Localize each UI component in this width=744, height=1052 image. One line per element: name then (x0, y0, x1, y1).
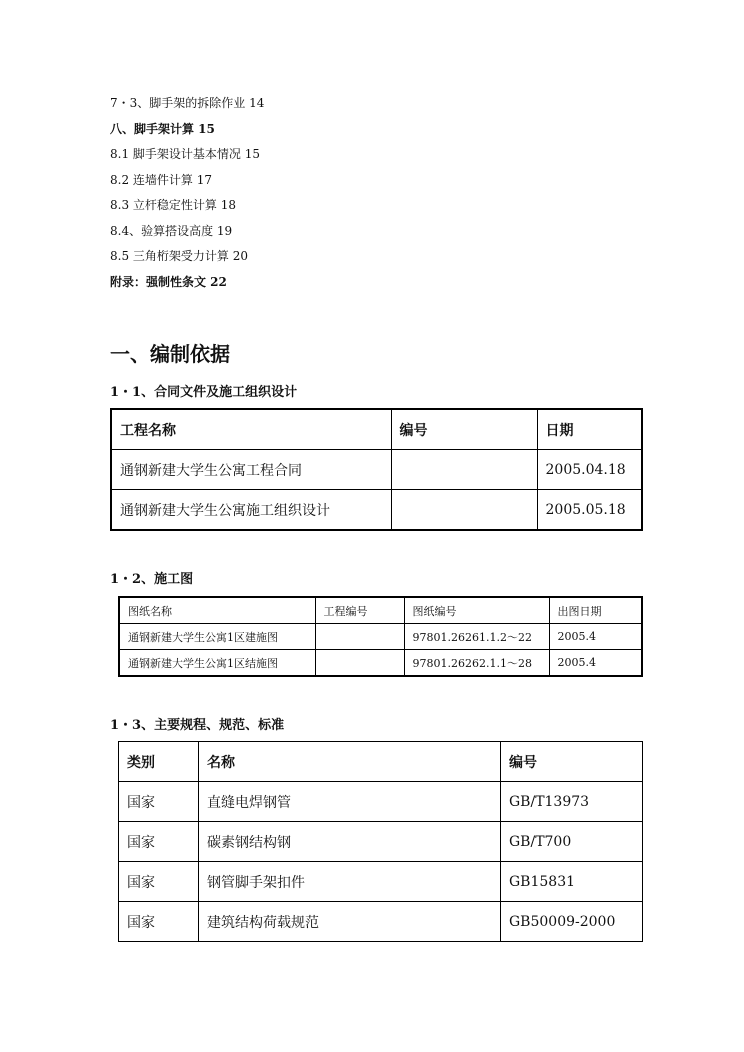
table-cell: 国家 (119, 822, 199, 862)
header-cell: 编号 (391, 409, 537, 450)
subsection-title-1-1: 1・1、合同文件及施工组织设计 (110, 385, 298, 400)
subsection-title-1-3: 1・3、主要规程、规范、标准 (110, 718, 285, 733)
table-cell: 2005.04.18 (537, 450, 642, 490)
header-cell: 工程名称 (111, 409, 391, 450)
table-row (119, 650, 642, 677)
table-header-row (119, 597, 642, 624)
table-row (119, 822, 643, 862)
header-cell: 日期 (537, 409, 642, 450)
table-cell: 通钢新建大学生公寓工程合同 (111, 450, 391, 490)
table-header-row (119, 742, 643, 782)
table-cell: GB/T700 (501, 822, 643, 862)
toc-entry: 8.3 立杆稳定性计算 18 (110, 198, 236, 212)
toc-entry: 7・3、脚手架的拆除作业 14 (110, 96, 265, 110)
toc-entry: 8.2 连墙件计算 17 (110, 172, 212, 187)
header-cell: 编号 (501, 742, 643, 782)
table-cell: 国家 (119, 782, 199, 822)
table-cell: 通钢新建大学生公寓施工组织设计 (111, 490, 391, 531)
header-cell: 类别 (119, 742, 199, 782)
header-cell: 工程编号 (315, 597, 404, 624)
table-cell: 2005.05.18 (537, 490, 642, 531)
header-cell: 图纸名称 (119, 597, 315, 624)
toc-entry: 8.1 脚手架设计基本情况 15 (110, 147, 260, 161)
table-cell: GB/T13973 (501, 782, 643, 822)
contract-documents-table (110, 408, 643, 531)
table-cell: GB15831 (501, 862, 643, 902)
header-cell: 名称 (199, 742, 501, 782)
table-cell (391, 490, 537, 531)
table-cell: GB50009-2000 (501, 902, 643, 942)
table-cell: 2005.4 (549, 624, 642, 650)
table-row (111, 450, 642, 490)
table-cell: 97801.26261.1.2～22 (404, 624, 549, 650)
table-cell (315, 650, 404, 677)
drawings-table (118, 596, 643, 677)
table-cell: 直缝电焊钢管 (199, 782, 501, 822)
toc-entry: 8.5 三角桁架受力计算 20 (110, 249, 248, 263)
toc-entry: 附录：强制性条文 22 (110, 274, 227, 289)
header-cell: 图纸编号 (404, 597, 549, 624)
table-row (119, 624, 642, 650)
standards-table (118, 741, 643, 942)
table-row (119, 902, 643, 942)
table-cell (315, 624, 404, 650)
toc-entry: 8.4、验算搭设高度 19 (110, 223, 233, 238)
table-cell (391, 450, 537, 490)
header-cell: 出图日期 (549, 597, 642, 624)
toc-entry: 八、脚手架计算 15 (110, 121, 215, 136)
table-header-row (111, 409, 642, 450)
table-row (119, 862, 643, 902)
table-row (111, 490, 642, 531)
table-cell: 通钢新建大学生公寓1区结施图 (119, 650, 315, 677)
table-cell: 97801.26262.1.1～28 (404, 650, 549, 677)
table-cell: 通钢新建大学生公寓1区建施图 (119, 624, 315, 650)
section-heading: 一、编制依据 (110, 342, 230, 366)
table-cell: 2005.4 (549, 650, 642, 677)
table-cell: 国家 (119, 902, 199, 942)
subsection-title-1-2: 1・2、施工图 (110, 572, 194, 587)
table-cell: 国家 (119, 862, 199, 902)
table-cell: 钢管脚手架扣件 (199, 862, 501, 902)
table-cell: 建筑结构荷载规范 (199, 902, 501, 942)
table-row (119, 782, 643, 822)
table-cell: 碳素钢结构钢 (199, 822, 501, 862)
